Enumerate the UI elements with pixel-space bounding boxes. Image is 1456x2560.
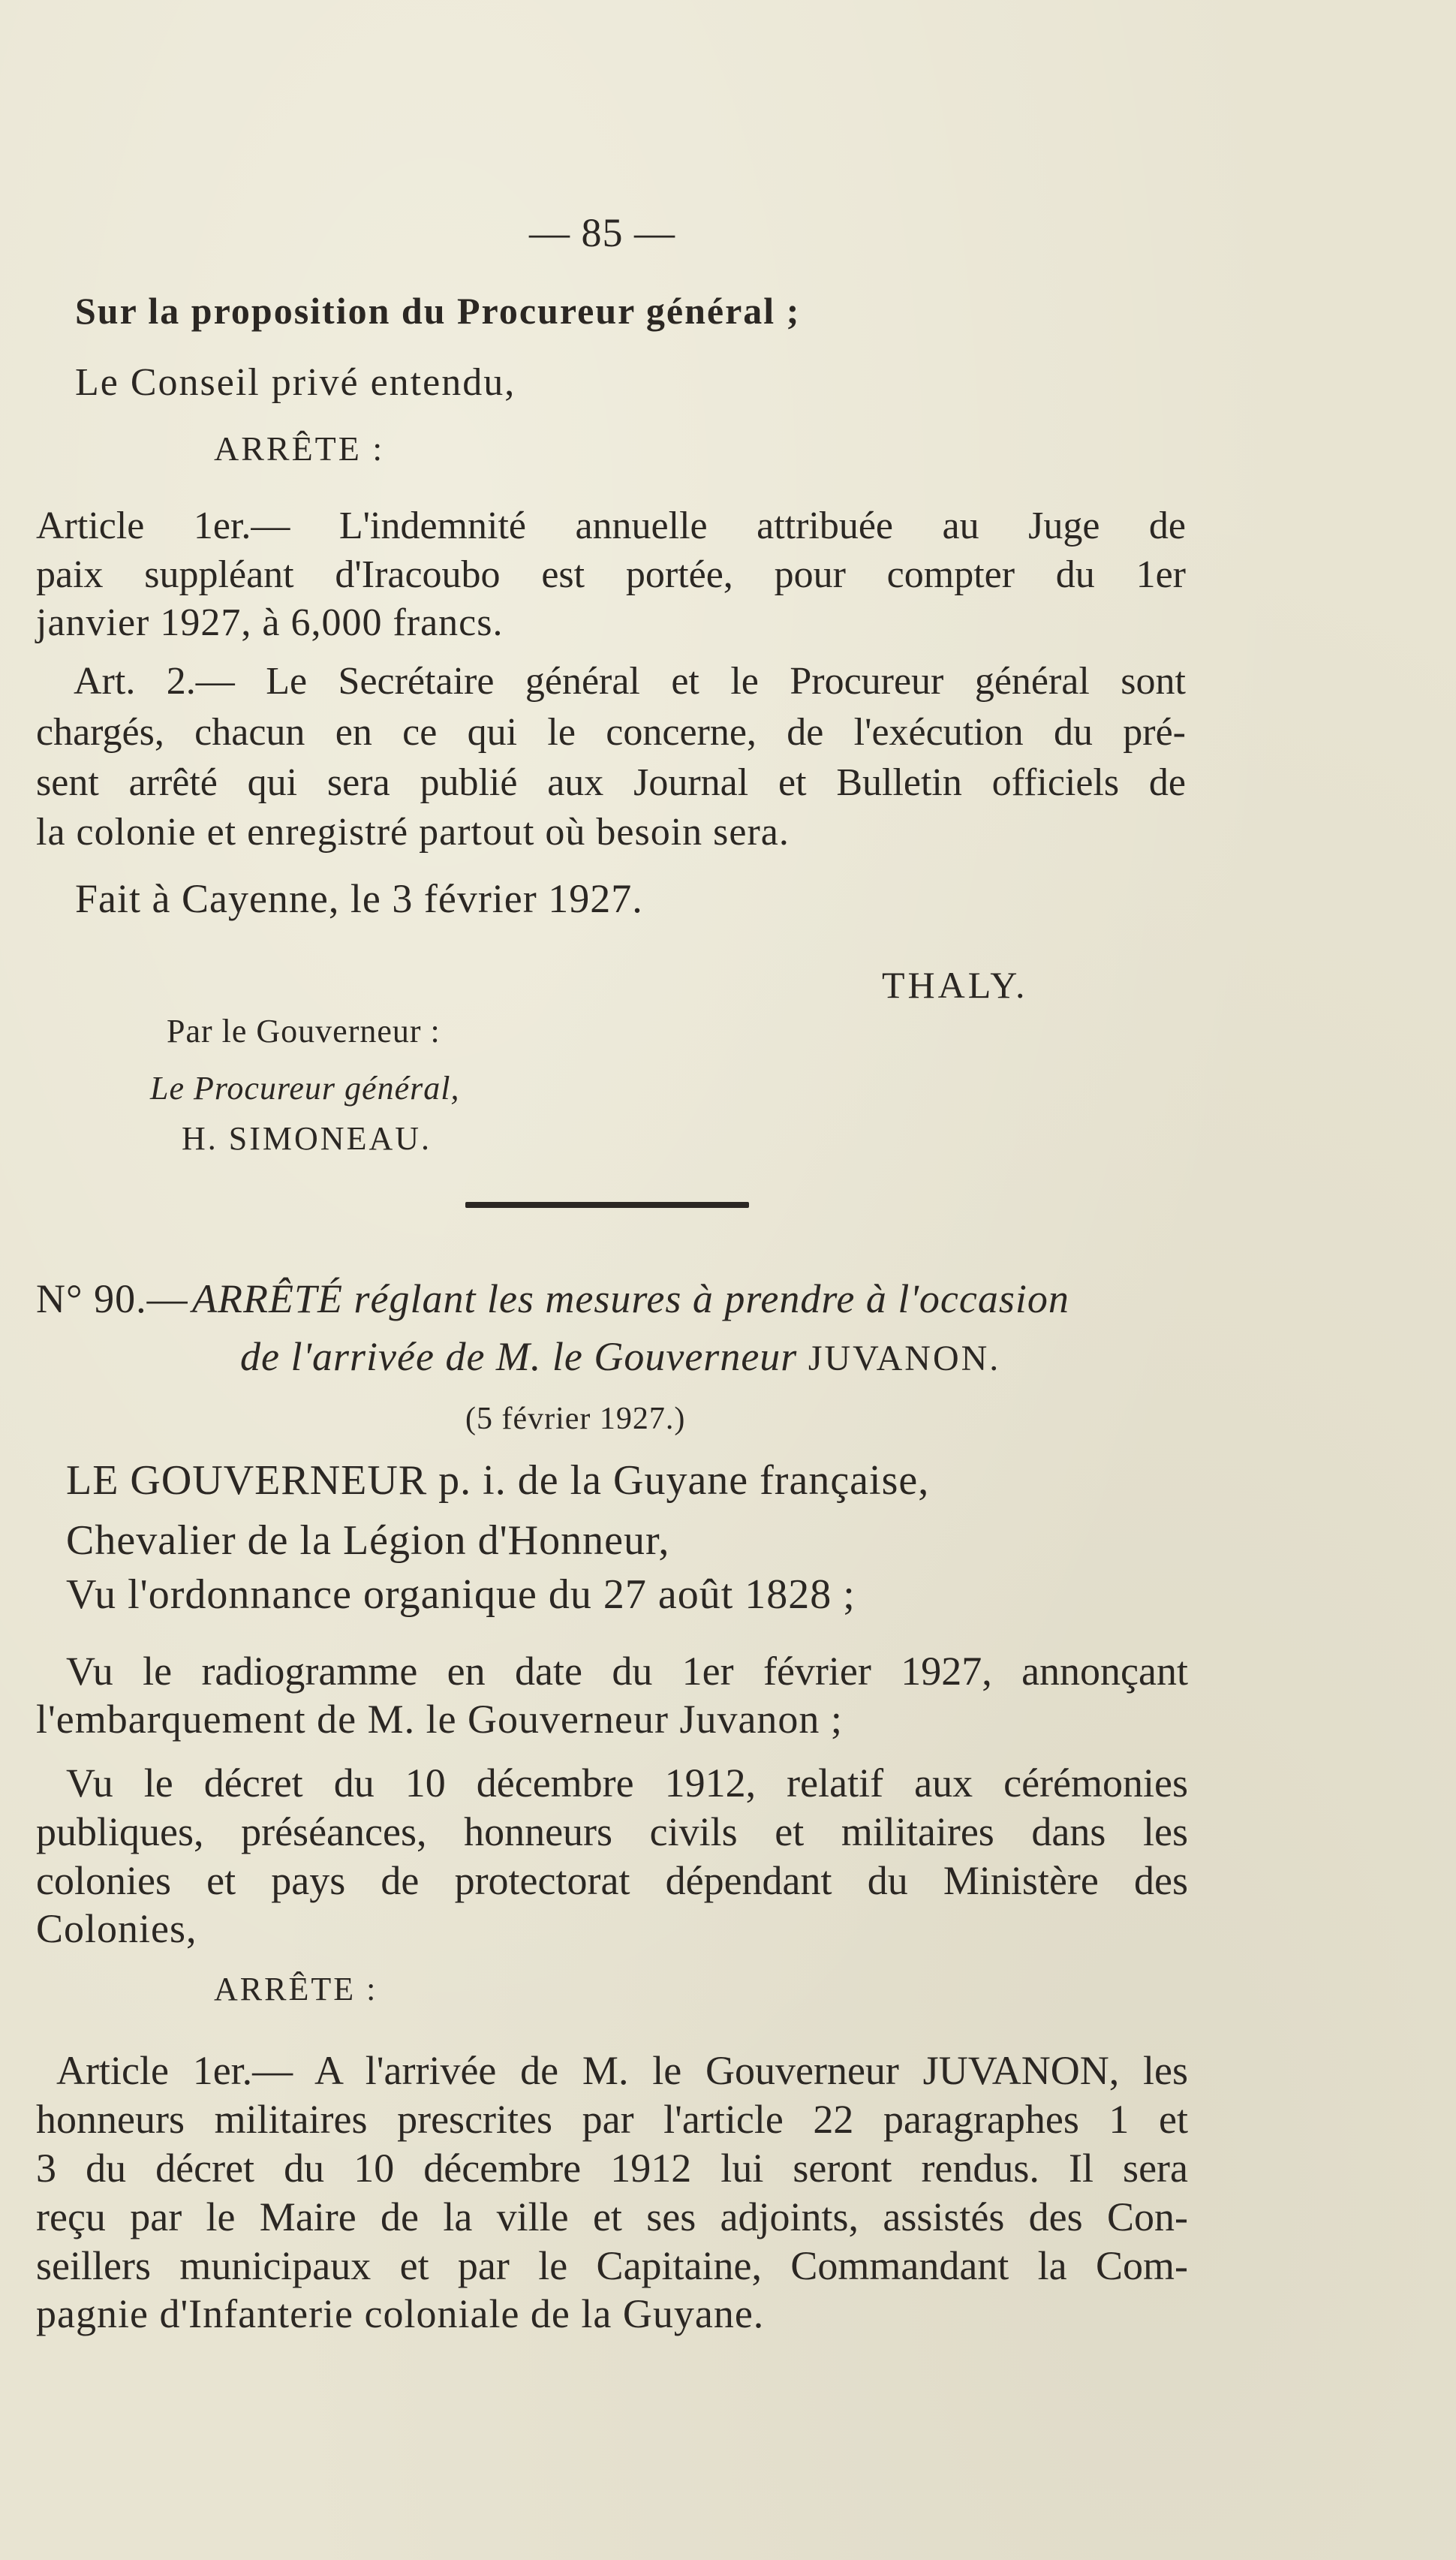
article-1-line-2: paix suppléant d'Iracoubo est portée, pour compter du 1er: [36, 553, 1186, 596]
article-2-line-4: la colonie et enregistré partout où besoin sera.: [36, 811, 790, 854]
vu-decret-line-1: Vu le décret du 10 décembre 1912, relatif aux cérémonies: [66, 1760, 1188, 1806]
vu-ordonnance-line: Vu l'ordonnance organique du 27 août 1828 ;: [66, 1571, 856, 1618]
chevalier-line: Chevalier de la Légion d'Honneur,: [66, 1517, 670, 1564]
vu-radiogramme-line-1: Vu le radiogramme en date du 1er février 1927, annonçant: [66, 1649, 1188, 1694]
governor-line: LE GOUVERNEUR p. i. de la Guyane française,: [66, 1457, 930, 1504]
decree-title-line-2: [240, 1333, 1000, 1383]
decree-article-1-line-6: pagnie d'Infanterie coloniale de la Guyane.: [36, 2291, 765, 2336]
by-governor-line: Par le Gouverneur :: [167, 1013, 441, 1050]
decree-title-line-1: ARRÊTÉ réglant les mesures à prendre à l'occasion: [192, 1276, 1069, 1321]
decree-article-1-line-4: reçu par le Maire de la ville et ses adjoints, assistés des Con-: [36, 2194, 1188, 2239]
decree-article-1-line-3: 3 du décret du 10 décembre 1912 lui seront rendus. Il sera: [36, 2146, 1188, 2191]
article-2-line-3: sent arrêté qui sera publié aux Journal et Bulletin officiels de: [36, 761, 1186, 804]
vu-radiogramme-line-2: l'embarquement de M. le Gouverneur Juvanon ;: [36, 1697, 843, 1742]
article-1-line-3: janvier 1927, à 6,000 francs.: [36, 601, 504, 644]
decree-article-1-line-5: seillers municipaux et par le Capitaine, Commandant la Com-: [36, 2243, 1188, 2288]
decree-article-1-line-1: Article 1er.— A l'arrivée de M. le Gouverneur JUVANON, les: [56, 2048, 1188, 2093]
vu-decret-line-4: Colonies,: [36, 1906, 197, 1951]
vu-decret-line-2: publiques, préséances, honneurs civils et militaires dans les: [36, 1809, 1188, 1854]
council-line: Le Conseil privé entendu,: [75, 361, 516, 404]
arrete-heading-2: ARRÊTE :: [214, 1971, 378, 2007]
procureur-title: Le Procureur général,: [150, 1070, 460, 1107]
page-number: — 85 —: [529, 210, 675, 255]
decree-number: N° 90.—: [36, 1276, 188, 1321]
decree-article-1-line-2: honneurs militaires prescrites par l'article 22 paragraphes 1 et: [36, 2097, 1188, 2142]
article-2-line-1: Art. 2.— Le Secrétaire général et le Procureur général sont: [74, 660, 1186, 703]
article-2-line-2: chargés, chacun en ce qui le concerne, de l'exécution du pré-: [36, 711, 1186, 754]
vu-decret-line-3: colonies et pays de protectorat dépendant du Ministère des: [36, 1858, 1188, 1903]
done-at-line: Fait à Cayenne, le 3 février 1927.: [75, 876, 643, 921]
decree-title-line-2-text: de l'arrivée de M. le Gouverneur: [240, 1334, 798, 1379]
arrete-heading-1: ARRÊTE :: [214, 429, 385, 468]
proposal-line: Sur la proposition du Procureur général ;: [75, 290, 801, 332]
decree-title-governor-name: JUVANON.: [808, 1339, 1001, 1378]
section-separator: [465, 1202, 749, 1208]
governor-signature: THALY.: [882, 964, 1028, 1006]
article-1-line-1: Article 1er.— L'indemnité annuelle attribuée au Juge de: [36, 504, 1186, 547]
procureur-name: H. SIMONEAU.: [182, 1120, 432, 1157]
decree-date: (5 février 1927.): [465, 1402, 686, 1436]
